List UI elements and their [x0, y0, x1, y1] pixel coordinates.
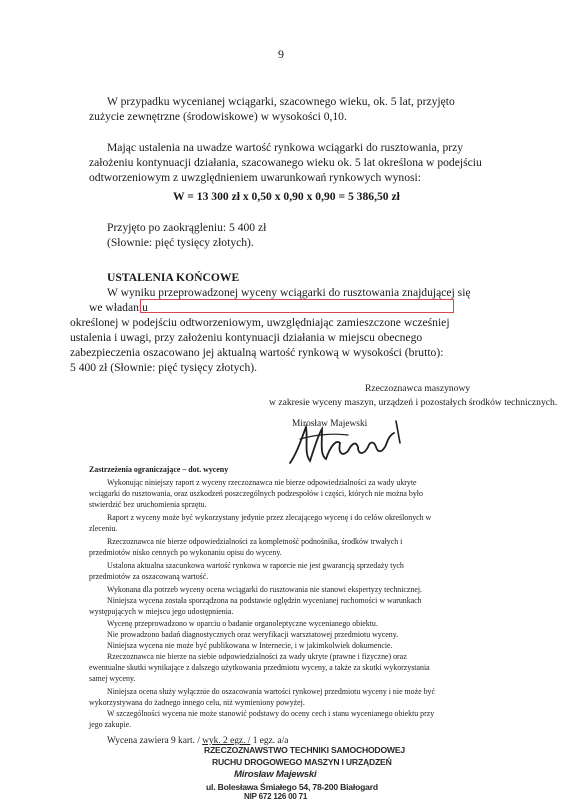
redaction-box: [140, 299, 454, 313]
restriction-line: Wykonując niniejszy raport z wyceny rzeczoznawca nie bierze odpowiedzialności za wady ukryte: [107, 478, 417, 487]
stamp-line: RZECZOZNAWSTWO TECHNIKI SAMOCHODOWEJ: [204, 745, 405, 755]
signatory-title: Rzeczoznawca maszynowy: [365, 383, 471, 394]
text-line: zabezpieczenia oszacowano jej aktualną wartość rynkową w wysokości (brutto):: [70, 346, 444, 359]
restriction-line: Wycenę przeprowadzono w oparciu o badanie organoleptyczne wycenianego obiektu.: [107, 619, 378, 628]
signatory-name: Mirosław Majewski: [292, 419, 368, 429]
page-number: 9: [278, 47, 284, 61]
restriction-line: Wykonana dla potrzeb wyceny ocena wciągarki do rusztowania nie stanowi ekspertyzy technicznej.: [107, 585, 423, 594]
restriction-line: Nie prowadzono badań diagnostycznych oraz weryfikacji warsztatowej przedmiotu wyceny.: [107, 630, 399, 639]
stamp-line: Mirosław Majewski: [234, 769, 317, 780]
text-line: (Słownie: pięć tysięcy złotych).: [107, 236, 254, 249]
restriction-line: przedmiotów nisko cennych po wykonaniu opisu do wyceny.: [89, 548, 282, 557]
text-line: W przypadku wycenianej wciągarki, szacownego wieku, ok. 5 lat, przyjęto: [107, 95, 455, 108]
restriction-line: Niniejsza wycena nie może być publikowana w Internecie, i w jakimkolwiek dokumencie.: [107, 641, 393, 650]
restriction-line: Raport z wyceny może być wykorzystany jedynie przez zlecającego wycenę i do celów określonych w: [107, 513, 432, 522]
stamp-line: NIP 672 126 00 71: [244, 792, 308, 801]
copies-suffix: 1 egz. a/a: [250, 736, 289, 746]
restrictions-heading: Zastrzeżenia ograniczające – dot. wyceny: [89, 465, 229, 474]
restriction-line: występujących w miejscu jego udostępnienia.: [89, 607, 234, 616]
restriction-line: ewentualne skutki wynikające z dalszego użytkowania przedmiotu wyceny, a także za skutki wykorzystania: [89, 663, 430, 672]
copies-prefix: Wycena zawiera 9 kart. /: [107, 736, 203, 746]
restriction-line: stwierdzić bez uruchomienia sprzętu.: [89, 500, 207, 509]
restriction-line: Niniejsza wycena została sporządzona na podstawie oględzin wycenianej ruchomości w warunkach: [107, 596, 422, 605]
text-line: Przyjęto po zaokrągleniu: 5 400 zł: [107, 221, 267, 234]
restriction-line: wciągarki do rusztowania, oraz uszkodzeń poszczególnych podzespołów i części, których nie można było: [89, 489, 423, 498]
restriction-line: wykorzystywana do żadnego innego celu, niż wymieniony powyżej.: [89, 698, 305, 707]
final-heading: USTALENIA KOŃCOWE: [107, 271, 240, 284]
restriction-line: W szczególności wycena nie może stanowić podstawy do oceny cech i stanu wycenianego obiektu przy: [107, 709, 435, 718]
stamp-line: ul. Bolesława Śmiałego 54, 78-200 Białogard: [206, 782, 378, 792]
handwritten-signature: [284, 413, 414, 469]
valuation-formula: W = 13 300 zł x 0,50 x 0,90 x 0,90 = 5 386,50 zł: [173, 190, 400, 203]
text-line: odtworzeniowym z uwzględnieniem uwarunkowań rynkowych wynosi:: [89, 171, 421, 184]
restriction-line: Ustalona aktualna szacunkowa wartość rynkowa w raporcie nie jest gwarancją sprzedaży tych: [107, 561, 404, 570]
copies-underlined: wyk. 2 egz. /: [202, 736, 251, 746]
signatory-scope: w zakresie wyceny maszyn, urządzeń i pozostałych środków technicznych.: [269, 397, 558, 408]
restriction-line: Rzeczoznawca nie bierze na siebie odpowiedzialności za wady ukryte (prawne i fizyczne) oraz: [107, 652, 407, 661]
text-line: Mając ustalenia na uwadze wartość rynkowa wciągarki do rusztowania, przy: [107, 141, 464, 154]
text-line: określonej w podejściu odtworzeniowym, uwzględniając zamieszczone wcześniej: [70, 316, 450, 329]
restriction-line: samej wyceny.: [89, 674, 136, 683]
text-line: zużycie zewnętrzne (środowiskowe) w wysokości 0,10.: [89, 110, 347, 123]
restriction-line: przedmiotów za oszacowaną wartość.: [89, 572, 209, 581]
restriction-line: jego zakupie.: [89, 720, 132, 729]
text-line: 5 400 zł (Słownie: pięć tysięcy złotych).: [70, 361, 258, 374]
restriction-line: zleceniu.: [89, 524, 118, 533]
text-line: W wyniku przeprowadzonej wyceny wciągarki do rusztowania znajdującej się: [107, 286, 471, 299]
stamp-line: RUCHU DROGOWEGO MASZYN I URZĄDZEŃ: [212, 757, 392, 767]
restriction-line: Rzeczoznawca nie bierze odpowiedzialności za kompletność podnośnika, środków trwałych i: [107, 537, 403, 546]
text-line: we władaniu: [89, 301, 148, 314]
text-line: ustalenia i uwagi, przy założeniu kontynuacji działania w miejscu obecnego: [70, 331, 423, 344]
restriction-line: Niniejsza ocena służy wyłącznie do oszacowania wartości rynkowej przedmiotu wyceny i nie może być: [107, 687, 435, 696]
text-line: założeniu kontynuacji działania, szacowanego wieku ok. 5 lat określona w podejściu: [89, 156, 482, 169]
